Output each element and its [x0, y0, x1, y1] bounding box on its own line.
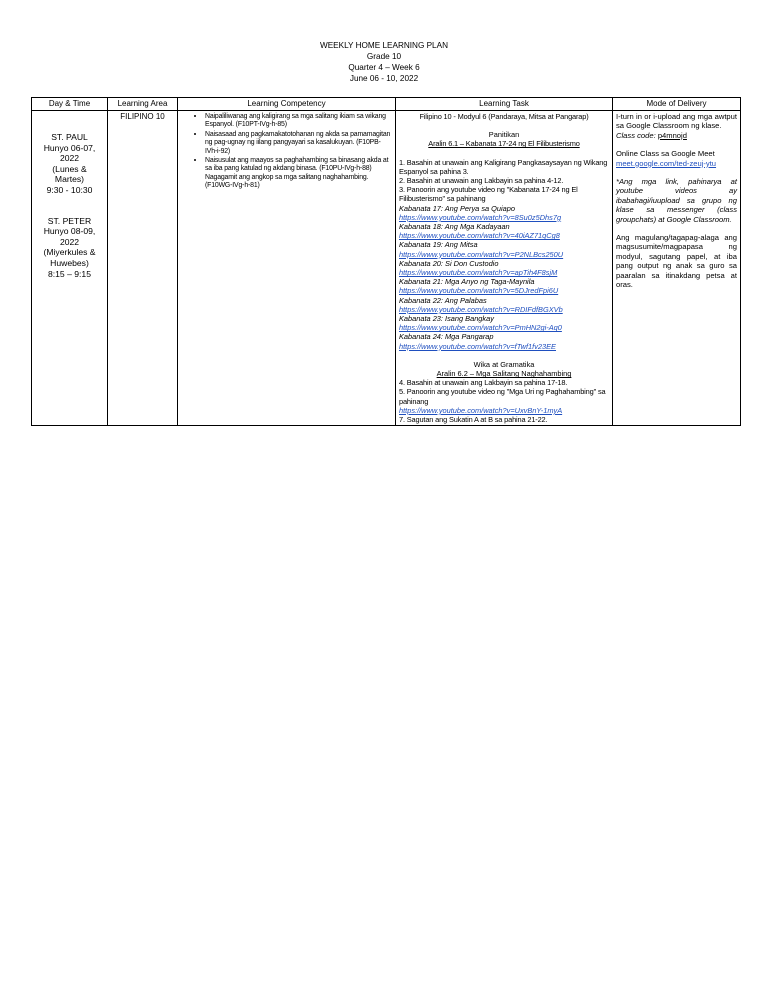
- links-note: *Ang mga link, pahinarya at youtube videos ay ibabahagi/iuupload sa grupo ng klase sa messenger (class groupchats) at Google Classroom.: [616, 177, 737, 224]
- section-name: ST. PETER: [47, 215, 92, 226]
- table-row: [32, 111, 741, 426]
- aralin-6-1: Aralin 6.1 – Kabanata 17-24 ng El Filibusterismo: [428, 139, 580, 149]
- day-line: Martes): [54, 174, 85, 185]
- section-wika-gramatika: Wika at Gramatika: [473, 359, 535, 369]
- day-line: (Lunes &: [52, 163, 87, 174]
- chapter-video-link[interactable]: https://www.youtube.com/watch?v=RDIFdfBGXVb: [399, 304, 563, 314]
- plan-header: [0, 40, 768, 84]
- day-line: Hunyo 06-07,: [43, 142, 96, 153]
- day-line: (Miyerkules &: [43, 247, 96, 258]
- chapter-video-link[interactable]: https://www.youtube.com/watch?v=40iAZ71qCg8: [399, 231, 560, 241]
- task-step: 7. Sagutan ang Sukatin A at B sa pahina 21-22.: [399, 415, 548, 425]
- chapter-title: Kabanata 17: Ang Perya sa Quiapo: [399, 203, 516, 213]
- plan-title: WEEKLY HOME LEARNING PLAN: [319, 41, 448, 50]
- section-st-paul: [35, 132, 104, 196]
- list-item: Nagagamit ang angkop sa mga salitang naghahambing. (F10WG-IVg-h-81): [205, 173, 369, 190]
- paghahambing-video-link[interactable]: https://www.youtube.com/watch?v=UxvBnY-1myA: [399, 405, 563, 415]
- chapter-video-link[interactable]: https://www.youtube.com/watch?v=P2NLBcs250U: [399, 249, 564, 259]
- chapter-video-link[interactable]: https://www.youtube.com/watch?v=apTih4F8sjM: [399, 268, 558, 278]
- class-code-value: p4mnojd: [657, 130, 687, 140]
- chapter-title: Kabanata 24: Mga Pangarap: [399, 332, 494, 342]
- list-item: • Naisasaad ang pagkamakatotohanan ng akda sa pamamagitan ng pag-ugnay ng iilang pangyayari sa kasalukuyan. (F10PB-IVh-i-92): [205, 130, 392, 156]
- list-item: • Naisusulat ang maayos sa paghahambing sa binasang akda at sa iba pang katulad ng akdang binasa. (F10PU-IVg-h-88): [205, 156, 392, 174]
- day-line: 2022: [59, 153, 80, 164]
- day-line: Huwebes): [50, 257, 89, 268]
- competency-cell: [178, 111, 396, 426]
- learning-task-cell: [396, 111, 613, 426]
- mode-of-delivery-cell: [613, 111, 741, 426]
- time-line: 9:30 - 10:30: [46, 184, 93, 195]
- list-item: • Naipaliliwanag ang kaligirang sa mga salitang ikiam sa wikang Espanyol. (F10PT-IVg-h-85): [205, 112, 392, 130]
- chapter-title: Kabanata 22: Ang Palabas: [399, 295, 487, 305]
- chapter-video-link[interactable]: https://www.youtube.com/watch?v=PmHN2gi-Aq0: [399, 323, 562, 333]
- upload-instruction: I-turn in or i-upload ang mga awtput sa Google Classroom ng klase.: [616, 112, 737, 131]
- task-step: 5. Panoorin ang youtube video ng "Mga Uri ng Paghahambing" sa pahinang: [399, 387, 606, 406]
- task-step: 4. Basahin at unawain ang Lakbayin sa pahina 17-18.: [399, 378, 568, 388]
- aralin-6-2: Aralin 6.2 – Mga Salitang Naghahambing: [436, 369, 572, 379]
- class-code-label: Class code:: [616, 130, 656, 140]
- grade-label: Grade 10: [366, 52, 402, 61]
- google-meet-label: Online Class sa Google Meet: [616, 149, 715, 159]
- table-header-row: [32, 98, 741, 111]
- section-name: ST. PAUL: [51, 132, 88, 142]
- date-range: June 06 - 10, 2022: [349, 74, 419, 83]
- quarter-label: Quarter 4 – Week 6: [348, 63, 420, 72]
- chapter-title: Kabanata 18: Ang Mga Kadayaan: [399, 222, 510, 232]
- header-day-time: Day & Time: [32, 98, 108, 111]
- chapter-title: Kabanata 19: Ang Mitsa: [399, 240, 478, 250]
- day-line: Hunyo 08-09,: [43, 226, 96, 237]
- section-st-peter: [35, 216, 104, 280]
- day-time-cell: [32, 111, 108, 426]
- day-line: 2022: [59, 236, 80, 247]
- task-step: 2. Basahin at unawain ang Lakbayin sa pahina 4-12.: [399, 176, 564, 186]
- module-title: Filipino 10 - Modyul 6 (Pandaraya, Mitsa at Pangarap): [419, 112, 589, 121]
- chapter-title: Kabanata 23: Isang Bangkay: [399, 314, 494, 324]
- header-mode-of-delivery: Mode of Delivery: [613, 98, 741, 111]
- learning-plan-table: [31, 97, 741, 426]
- class-code-line: [616, 131, 737, 140]
- task-step: 3. Panoorin ang youtube video ng "Kabanata 17-24 ng El Filibusterismo" sa pahinang: [399, 185, 578, 204]
- chapter-title: Kabanata 21: Mga Anyo ng Taga-Maynila: [399, 277, 535, 287]
- chapter-video-link[interactable]: https://www.youtube.com/watch?v=fTwf1fv23EE: [399, 341, 556, 351]
- google-meet-link[interactable]: meet.google.com/ted-zeuj-ytu: [616, 158, 717, 168]
- section-panitikan: Panitikan: [488, 130, 520, 140]
- competency-list: [181, 112, 392, 191]
- chapter-video-link[interactable]: https://www.youtube.com/watch?v=8Su0z5Dhs7g: [399, 212, 562, 222]
- time-line: 8:15 – 9:15: [47, 268, 91, 279]
- header-learning-task: Learning Task: [396, 98, 613, 111]
- learning-area-cell: FILIPINO 10: [108, 111, 178, 426]
- header-learning-area: Learning Area: [108, 98, 178, 111]
- task-step: 1. Basahin at unawain ang Kaligirang Pangkasaysayan ng Wikang Espanyol sa pahina 3.: [399, 157, 608, 176]
- header-learning-competency: Learning Competency: [178, 98, 396, 111]
- chapter-title: Kabanata 20: Si Don Custodio: [399, 258, 499, 268]
- parent-note: Ang magulang/tagapag-alaga ang magsusumite/magpapasa ng modyul, sagutang papel, at iba pang output ng anak sa guro sa paaralan sa itinakdang petsa at oras.: [616, 233, 737, 290]
- chapter-video-link[interactable]: https://www.youtube.com/watch?v=5DJredFpi6U: [399, 286, 559, 296]
